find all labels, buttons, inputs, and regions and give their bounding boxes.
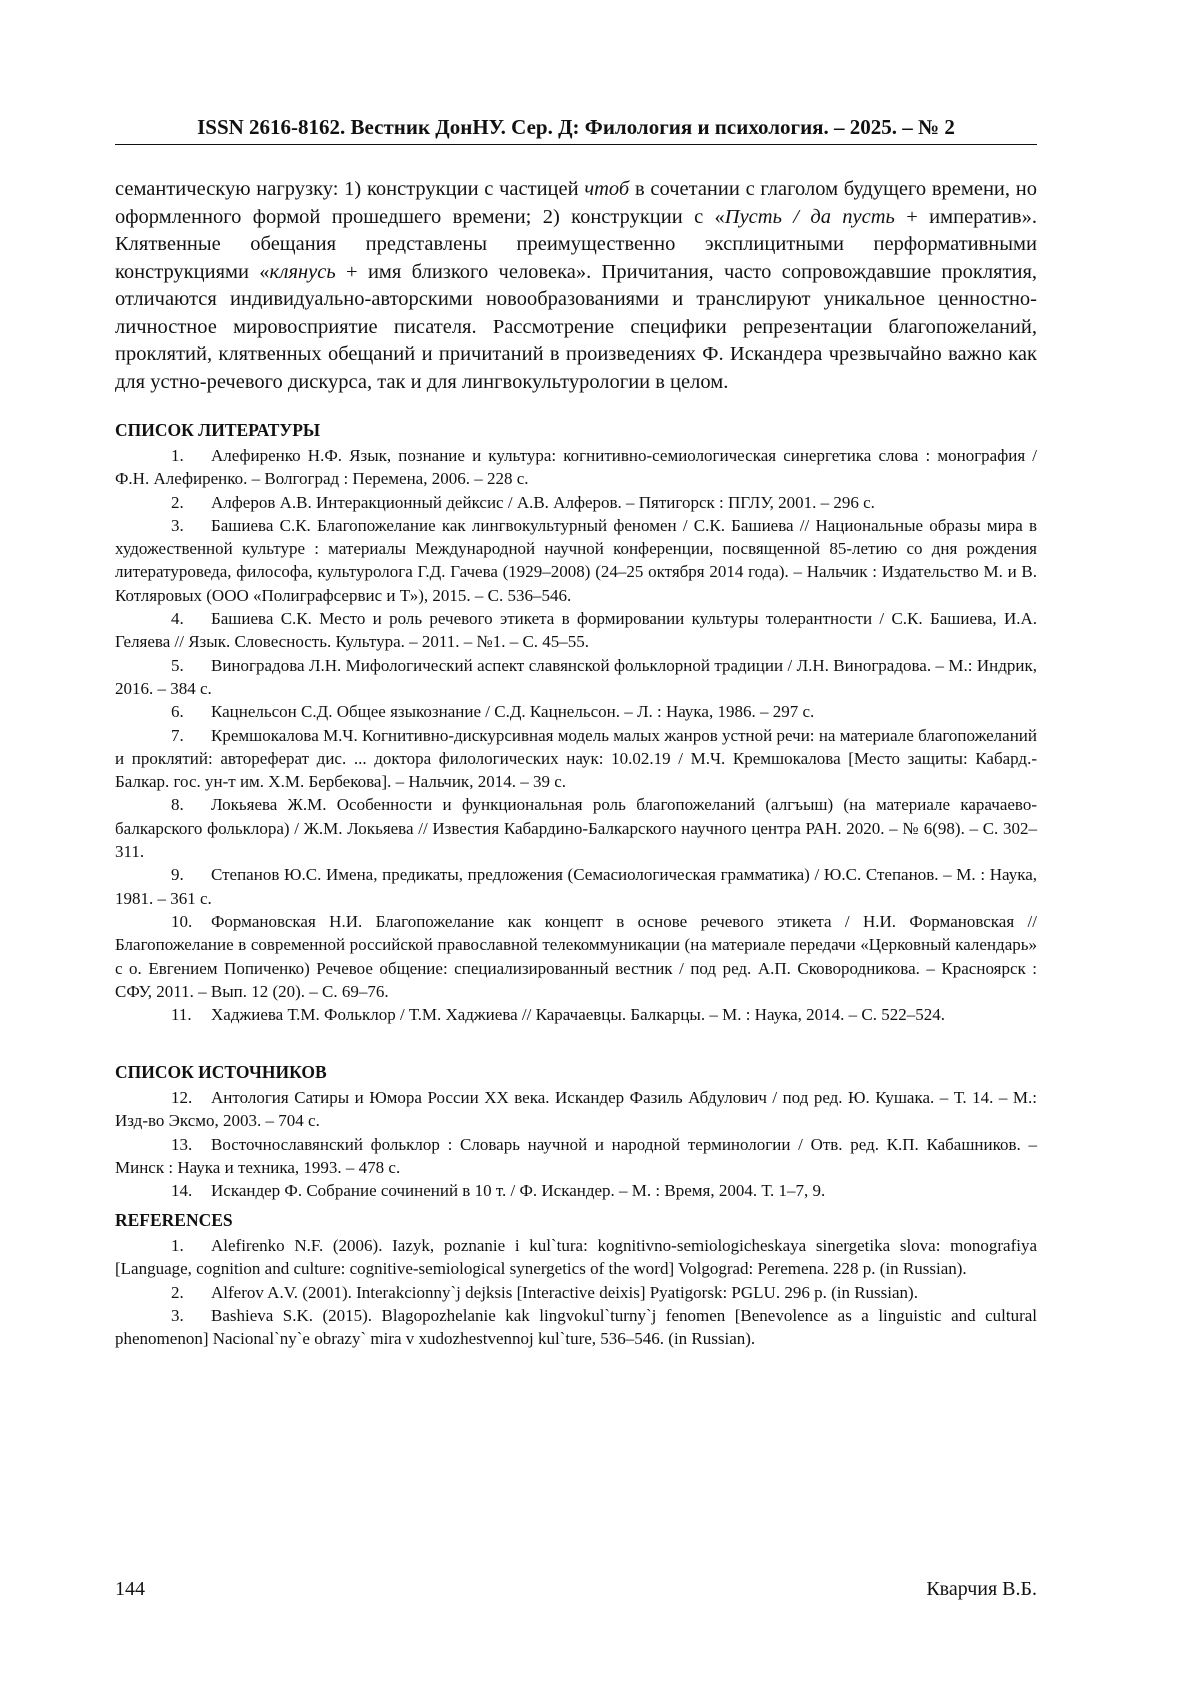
reference-item: [115, 1234, 1037, 1281]
references-section: [115, 1208, 1037, 1350]
literature-item: [115, 654, 1037, 701]
source-item: [115, 1133, 1037, 1180]
item-text: Алефиренко Н.Ф. Язык, познание и культура: когнитивно-семиологическая синергетика слова : монография / Ф.Н. Алефиренко. – Волгоград : Перемена, 2006. – 228 с.: [115, 446, 1037, 489]
item-number: 8.: [171, 795, 184, 815]
body-paragraph: [115, 176, 1037, 396]
item-text: Антология Сатиры и Юмора России XX века. Искандер Фазиль Абдулович / под ред. Ю. Кушака. – Т. 14. – М.: Изд-во Эксмо, 2003. – 704 с.: [115, 1088, 1037, 1131]
item-text: Восточнославянский фольклор : Словарь научной и народной терминологии / Отв. ред. К.П. Кабашников. – Минск : Наука и техника, 1993. – 478 с.: [115, 1134, 1037, 1177]
item-text: Bashieva S.K. (2015). Blagopozhelanie kak lingvokul`turny`j fenomen [Benevolence as a linguistic and cultural phenomenon] Nacional`ny`e obrazy` mira v xudozhestvennoj kul`ture, 536–546. (in Russian).: [115, 1305, 1037, 1349]
references-list: [115, 1234, 1037, 1350]
text-run: + императив». Клятвенные обещания представлены преимущественно эксплицитными перформативными конструкциями «: [115, 205, 1037, 283]
item-text: Башиева С.К. Благопожелание как лингвокультурный феномен / С.К. Башиева // Национальные образы мира в художественной культуре : материалы Международной научной конференции, посвященной 85-летию со дня рождения литературоведа, философа, культуролога Г.Д. Гачева (1929–2008) (24–25 октября 2014 года). – Нальчик : Издательство М. и В. Котляровых (ООО «Полиграфсервис и Т»), 2015. – С. 536–546.: [115, 515, 1037, 605]
item-number: 3.: [171, 1305, 184, 1325]
literature-item: [115, 491, 1037, 514]
author-name: Кварчия В.Б.: [926, 1578, 1037, 1600]
italic-term: клянусь: [269, 260, 336, 283]
item-number: 2.: [171, 492, 184, 512]
sources-section: [115, 1060, 1037, 1202]
item-number: 12.: [171, 1088, 193, 1107]
item-text: Кацнельсон С.Д. Общее языкознание / С.Д. Кацнельсон. – Л. : Наука, 1986. – 297 с.: [211, 702, 815, 722]
item-text: Степанов Ю.С. Имена, предикаты, предложения (Семасиологическая грамматика) / Ю.С. Степанов. – М. : Наука, 1981. – 361 с.: [115, 865, 1037, 908]
item-number: 11.: [171, 1005, 192, 1025]
literature-item: [115, 863, 1037, 910]
sources-heading: СПИСОК ИСТОЧНИКОВ: [115, 1062, 327, 1082]
reference-item: [115, 1281, 1037, 1304]
page-number: 144: [115, 1578, 145, 1600]
literature-section: [115, 418, 1037, 1026]
literature-heading: СПИСОК ЛИТЕРАТУРЫ: [115, 420, 321, 440]
item-number: 3.: [171, 515, 184, 535]
item-number: 6.: [171, 702, 184, 722]
italic-term: чтоб: [584, 178, 630, 200]
item-number: 1.: [171, 1236, 184, 1255]
source-item: [115, 1086, 1037, 1133]
item-number: 14.: [171, 1181, 193, 1201]
sources-list: [115, 1086, 1037, 1202]
literature-item: [115, 724, 1037, 794]
item-text: Башиева С.К. Место и роль речевого этикета в формировании культуры толерантности / С.К. Башиева, И.А. Геляева // Язык. Словесность. Культура. – 2011. – №1. – С. 45–55.: [115, 609, 1037, 652]
item-text: Виноградова Л.Н. Мифологический аспект славянской фольклорной традиции / Л.Н. Виноградова. – М.: Индрик, 2016. – 384 с.: [115, 655, 1037, 698]
text-run: + имя близкого человека». Причитания, часто сопровождавшие проклятия, отличаются индивидуально-авторскими новообразованиями и транслируют уникальное ценностно-личностное мировосприятие писателя. Рассмотрение специфики репрезентации благопожеланий, проклятий, клятвенных обещаний и причитаний в произведениях Ф. Искандера чрезвычайно важно как для устно-речевого дискурса, так и для лингвокультурологии в целом.: [115, 260, 1038, 393]
conclusion-paragraph: [115, 176, 1037, 396]
item-text: Хаджиева Т.М. Фольклор / Т.М. Хаджиева // Карачаевцы. Балкарцы. – М. : Наука, 2014. – С. 522–524.: [211, 1005, 946, 1025]
item-text: Локьяева Ж.М. Особенности и функциональная роль благопожеланий (алгъыш) (на материале карачаево-балкарского фольклора) / Ж.М. Локьяева // Известия Кабардино-Балкарского научного центра РАН. 2020. – № 6(98). – С. 302–311.: [115, 795, 1037, 862]
italic-term: Пусть / да пусть: [724, 205, 895, 228]
item-number: 9.: [171, 865, 184, 885]
item-number: 5.: [171, 655, 184, 675]
item-text: Alefirenko N.F. (2006). Iazyk, poznanie i kul`tura: kognitivno-semiologicheskaya sinergetika slova: monografiya [Language, cognition and culture: cognitive-semiological synergetics of the word] Volgograd: Peremena. 228 p. (in Russian).: [115, 1236, 1037, 1279]
literature-item: [115, 1003, 1037, 1026]
item-number: 2.: [171, 1282, 184, 1302]
literature-item: [115, 514, 1037, 607]
reference-item: [115, 1304, 1037, 1351]
item-text: Формановская Н.И. Благопожелание как концепт в основе речевого этикета / Н.И. Формановская // Благопожелание в современной российской православной телекоммуникации (на материале передачи «Церковный календарь» с о. Евгением Попиченко) Речевое общение: специализированный вестник / под ред. А.П. Сковородникова. – Красноярск : СФУ, 2011. – Вып. 12 (20). – С. 69–76.: [115, 911, 1037, 1001]
item-number: 10.: [171, 911, 193, 931]
literature-item: [115, 910, 1037, 1003]
text-run: в сочетании с глаголом будущего времени, но оформленного формой прошедшего времени; 2) конструкции с «: [115, 178, 1037, 228]
text-run: семантическую нагрузку: 1) конструкции с частицей: [115, 178, 585, 200]
item-number: 7.: [171, 725, 184, 745]
item-text: Кремшокалова М.Ч. Когнитивно-дискурсивная модель малых жанров устной речи: на материале благопожеланий и проклятий: автореферат дис. ... доктора филологических наук: 10.02.19 / М.Ч. Кремшокалова [Место защиты: Кабард.-Балкар. гос. ун-т им. Х.М. Бербекова]. – Нальчик, 2014. – 39 с.: [115, 725, 1037, 792]
page: [115, 0, 1037, 1697]
literature-item: [115, 607, 1037, 654]
item-text: Алферов А.В. Интеракционный дейксис / А.В. Алферов. – Пятигорск : ПГЛУ, 2001. – 296 с.: [211, 492, 875, 512]
literature-list: [115, 444, 1037, 1026]
literature-item: [115, 700, 1037, 723]
item-text: Искандер Ф. Собрание сочинений в 10 т. / Ф. Искандер. – М. : Время, 2004. Т. 1–7, 9.: [211, 1181, 826, 1201]
literature-item: [115, 444, 1037, 491]
item-number: 13.: [171, 1134, 193, 1154]
item-text: Alferov A.V. (2001). Interakcionny`j dejksis [Interactive deixis] Pyatigorsk: PGLU. 296 p. (in Russian).: [211, 1282, 918, 1302]
running-head: ISSN 2616-8162. Вестник ДонНУ. Сер. Д: Филология и психология. – 2025. – № 2: [115, 114, 1037, 145]
item-number: 1.: [171, 446, 184, 465]
references-heading: REFERENCES: [115, 1210, 233, 1230]
source-item: [115, 1179, 1037, 1202]
literature-item: [115, 793, 1037, 863]
item-number: 4.: [171, 609, 184, 629]
